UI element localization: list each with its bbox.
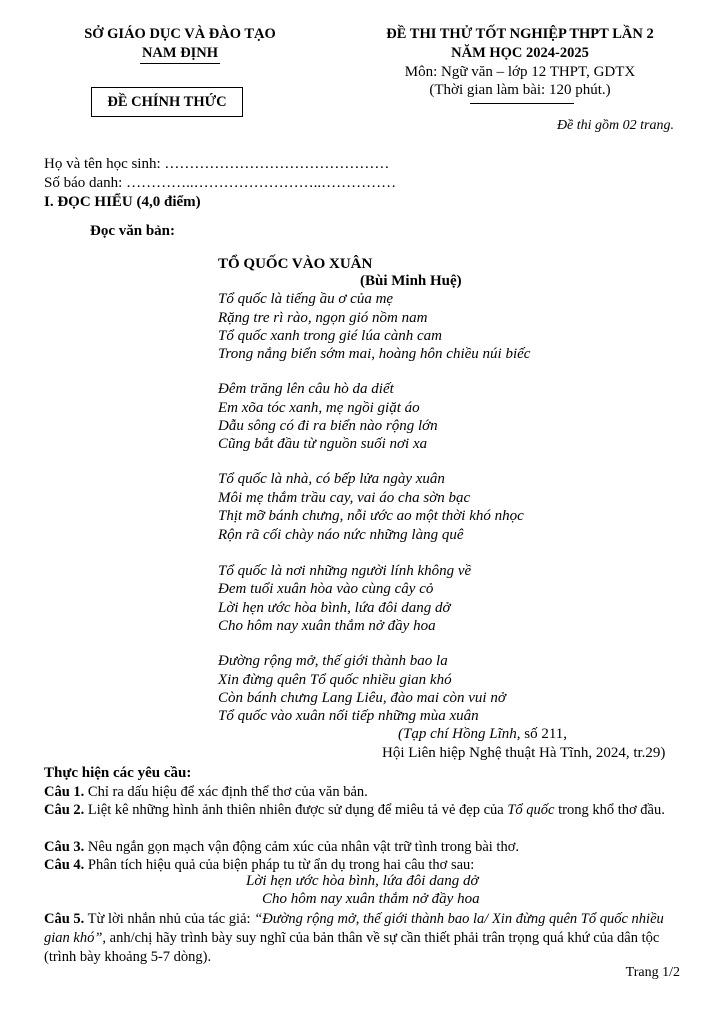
department-name: SỞ GIÁO DỤC VÀ ĐÀO TẠO	[84, 26, 276, 42]
question-emphasis: “Đường rộng mở, thế giới thành bao la/ Xin đừng quên Tổ quốc nhiều gian khó”	[44, 911, 664, 946]
poem-line: Rộn rã cối chày náo nức những làng quê	[218, 527, 464, 543]
province-underline	[140, 63, 220, 64]
poem-line: Dẫu sông có đi ra biển nào rộng lớn	[218, 418, 438, 434]
question-text: Từ lời nhắn nhủ của tác giả:	[84, 911, 255, 927]
question-text: , anh/chị hãy trình bày suy nghĩ của bản thân về sự cần thiết phải trân trọng quá khứ của dân tộc (trình bày khoảng 5-7 dòng).	[44, 930, 660, 965]
poem-source-line1	[398, 726, 567, 743]
poem-source-line2: Hội Liên hiệp Nghệ thuật Hà Tĩnh, 2024, tr.29)	[382, 745, 666, 761]
pages-note: Đề thi gồm 02 trang.	[556, 118, 674, 133]
question-label: Câu 2.	[44, 802, 85, 818]
question-1	[44, 783, 684, 802]
official-box	[91, 87, 243, 117]
poem-line: Cho hôm nay xuân thắm nở đầy hoa	[218, 618, 436, 634]
page-number: Trang 1/2	[625, 965, 680, 980]
poem-line: Đêm trăng lên câu hò da diết	[218, 381, 394, 397]
question-text: Nêu ngắn gọn mạch vận động cảm xúc của nhân vật trữ tình trong bài thơ.	[84, 839, 519, 855]
school-year: NĂM HỌC 2024-2025	[451, 45, 589, 61]
poem-line: Còn bánh chưng Lang Liêu, đào mai còn vui nở	[218, 690, 506, 706]
question-label: Câu 5.	[44, 911, 85, 927]
poem-line: Cũng bắt đầu từ nguồn suối nơi xa	[218, 436, 428, 452]
issue-number: , số 211,	[516, 726, 568, 742]
question-text: Liệt kê những hình ảnh thiên nhiên được sử dụng để miêu tả vẻ đẹp của	[84, 802, 508, 818]
poem-line: Môi mẹ thắm trầu cay, vai áo cha sờn bạc	[218, 490, 471, 506]
question-3	[44, 838, 684, 857]
question-text: trong khổ thơ đầu.	[554, 802, 665, 818]
question-label: Câu 3.	[44, 839, 85, 855]
question-label: Câu 1.	[44, 784, 85, 800]
duration-line: (Thời gian làm bài: 120 phút.)	[429, 82, 611, 98]
official-label: ĐỀ CHÍNH THỨC	[107, 94, 227, 110]
student-id-line: Số báo danh: …………..……………………..……………	[44, 175, 397, 191]
question-text: Chỉ ra dấu hiệu để xác định thể thơ của văn bản.	[84, 784, 368, 800]
questions-heading: Thực hiện các yêu cầu:	[44, 765, 192, 781]
poem-line: Tổ quốc xanh trong gié lúa cành cam	[218, 328, 442, 344]
poem-line: Trong nắng biển sớm mai, hoàng hôn chiều núi biếc	[218, 346, 531, 362]
quoted-verse-2: Cho hôm nay xuân thắm nở đầy hoa	[262, 891, 480, 907]
exam-title: ĐỀ THI THỬ TỐT NGHIỆP THPT LẦN 2	[386, 26, 654, 42]
poem-author: (Bùi Minh Huệ)	[360, 273, 462, 289]
poem-line: Đường rộng mở, thế giới thành bao la	[218, 653, 448, 669]
poem-line: Lời hẹn ước hòa bình, lứa đôi dang dở	[218, 600, 451, 616]
question-emphasis: Tổ quốc	[507, 802, 555, 818]
quoted-verse-1: Lời hẹn ước hòa bình, lứa đôi dang dở	[246, 873, 479, 889]
read-instruction: Đọc văn bản:	[90, 223, 176, 239]
poem-line: Rặng tre rì rào, ngọn gió nồm nam	[218, 310, 428, 326]
poem-line: Tổ quốc là nhà, có bếp lửa ngày xuân	[218, 471, 445, 487]
poem-line: Xin đừng quên Tổ quốc nhiều gian khó	[218, 672, 452, 688]
province-name: NAM ĐỊNH	[141, 45, 219, 61]
magazine-name: (Tạp chí Hồng Lĩnh	[398, 726, 517, 742]
student-name-line: Họ và tên học sinh: ………………………………………	[44, 156, 390, 172]
poem-line: Em xõa tóc xanh, mẹ ngồi giặt áo	[218, 400, 420, 416]
question-5	[44, 910, 684, 967]
question-2	[44, 801, 684, 820]
section-title: I. ĐỌC HIỂU (4,0 điểm)	[44, 194, 201, 210]
subject-line: Môn: Ngữ văn – lớp 12 THPT, GDTX	[404, 64, 636, 80]
question-text: Phân tích hiệu quả của biện pháp tu từ ẩn dụ trong hai câu thơ sau:	[84, 857, 475, 873]
poem-line: Đem tuổi xuân hòa vào cùng cây cỏ	[218, 581, 434, 597]
poem-line: Tổ quốc là tiếng ầu ơ của mẹ	[218, 291, 394, 307]
question-label: Câu 4.	[44, 857, 85, 873]
poem-line: Tổ quốc vào xuân nối tiếp những mùa xuân	[218, 708, 479, 724]
poem-title: TỔ QUỐC VÀO XUÂN	[218, 256, 373, 272]
duration-underline	[470, 103, 574, 104]
poem-line: Thịt mỡ bánh chưng, nỗi ước ao một thời khó nhọc	[218, 508, 524, 524]
poem-line: Tổ quốc là nơi những người lính không về	[218, 563, 472, 579]
